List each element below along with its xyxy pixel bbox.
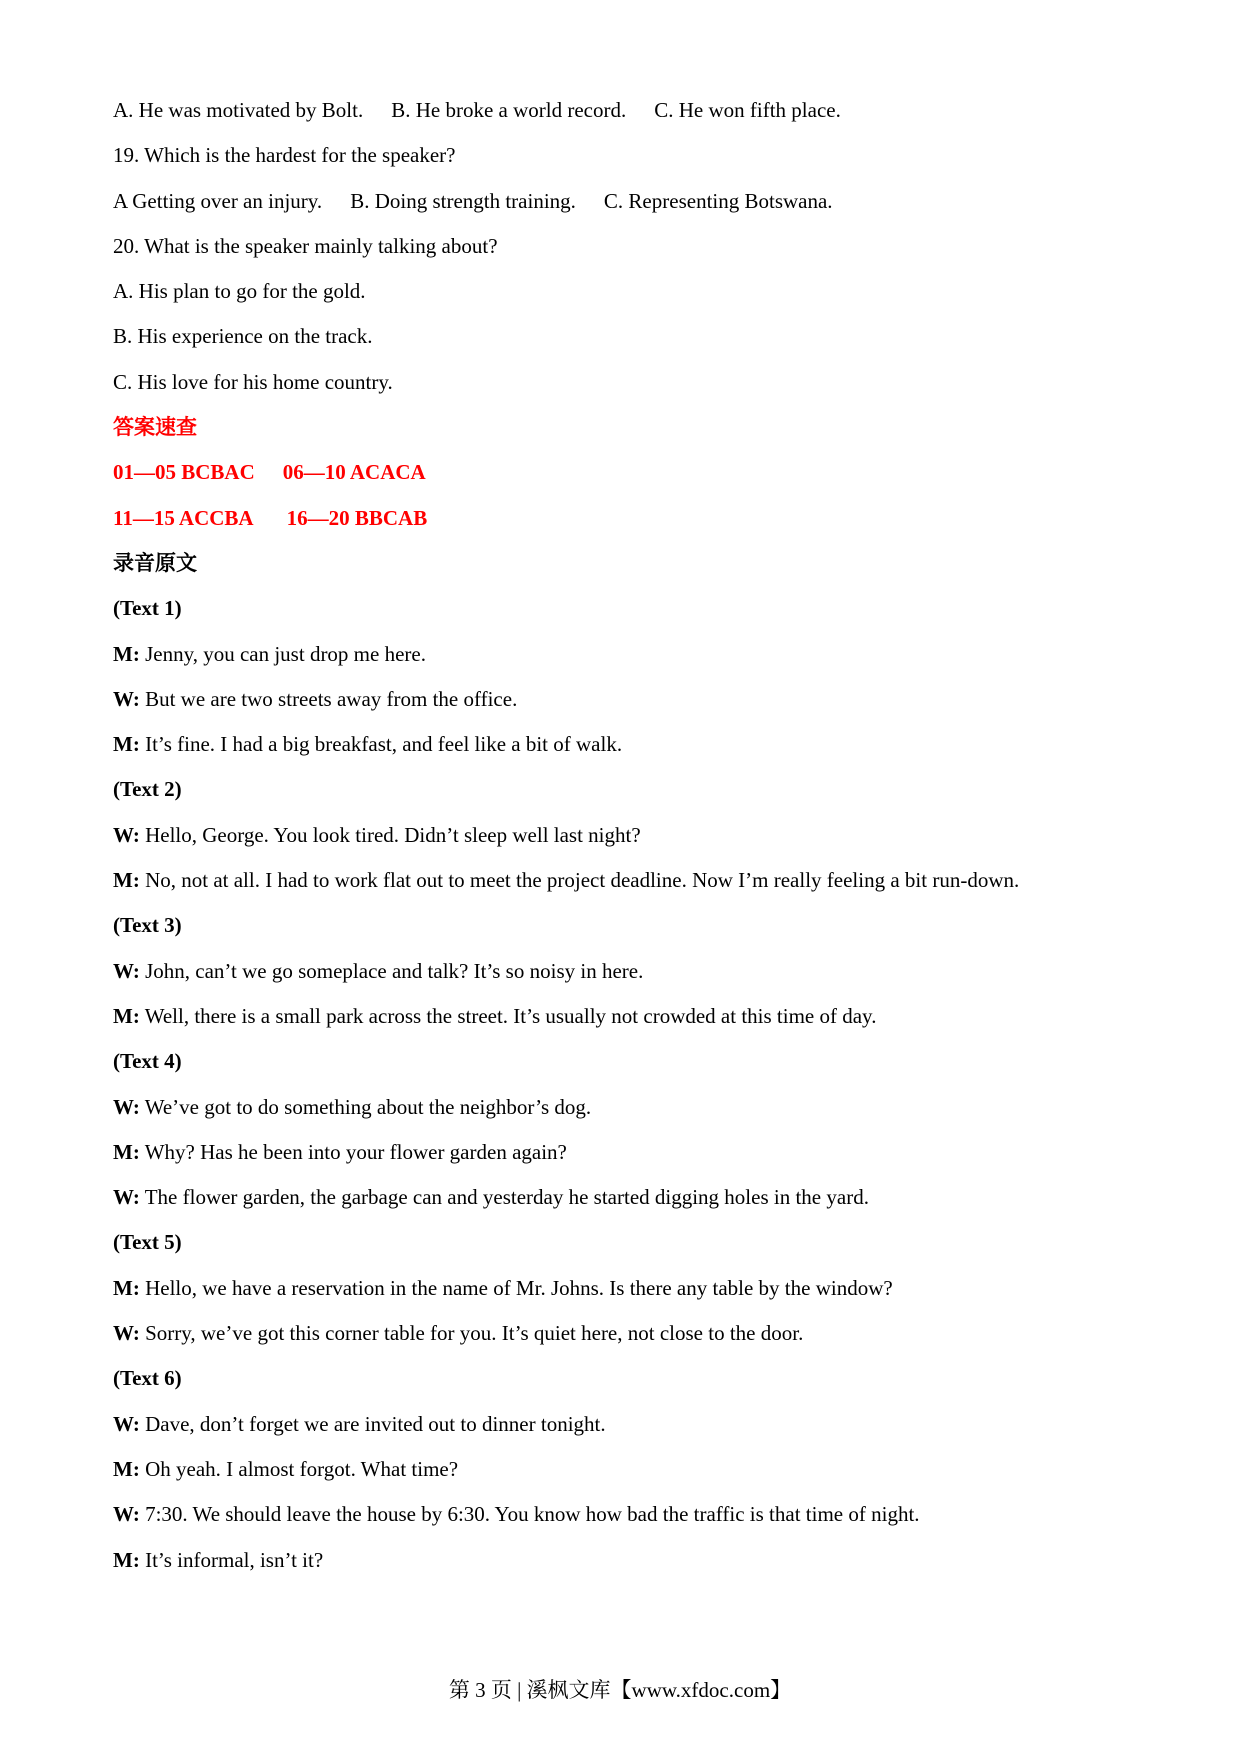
dialogue-line <box>113 1319 1133 1347</box>
speaker-label: W: <box>113 1094 140 1119</box>
dialogue-text: It’s informal, isn’t it? <box>139 1547 324 1572</box>
dialogue-line <box>113 1274 1133 1302</box>
dialogue-line <box>113 1138 1133 1166</box>
question-20: 20. What is the speaker mainly talking about? <box>113 233 498 258</box>
option-c: C. Representing Botswana. <box>603 188 833 213</box>
dialogue-text: 7:30. We should leave the house by 6:30. You know how bad the traffic is that time of night. <box>139 1502 920 1527</box>
page-footer: 第 3 页 | 溪枫文库【www.xfdoc.com】 <box>448 1678 792 1702</box>
speaker-label: W: <box>113 1502 140 1527</box>
option-b: B. He broke a world record. <box>391 98 627 122</box>
speaker-label: M: <box>113 1003 140 1028</box>
dialogue-line <box>113 1410 1133 1438</box>
q20-option-a: A. His plan to go for the gold. <box>113 279 366 304</box>
answer-key-heading: 答案速查 <box>113 415 197 440</box>
document-page <box>113 96 1133 1591</box>
dialogue-line <box>113 640 1133 668</box>
speaker-label: W: <box>113 1411 140 1436</box>
speaker-label: M: <box>113 1456 140 1481</box>
q19-options <box>113 187 1133 215</box>
speaker-label: M: <box>113 1139 140 1164</box>
answer-group: 16—20 BBCAB <box>286 505 428 530</box>
speaker-label: M: <box>113 1547 140 1572</box>
q20-option-c: C. His love for his home country. <box>113 369 393 394</box>
dialogue-text: John, can’t we go someplace and talk? It’s so noisy in here. <box>139 958 644 983</box>
dialogue-text: Well, there is a small park across the street. It’s usually not crowded at this time of day. <box>139 1003 877 1028</box>
dialogue-line <box>113 957 1133 985</box>
answer-group: 11—15 ACCBA <box>113 505 254 530</box>
speaker-label: M: <box>113 732 140 757</box>
speaker-label: M: <box>113 1275 140 1300</box>
dialogue-line <box>113 1093 1133 1121</box>
dialogue-line <box>113 685 1133 713</box>
text-label: (Text 4) <box>113 1049 182 1074</box>
text-label: (Text 6) <box>113 1366 182 1391</box>
text-label: (Text 5) <box>113 1230 182 1255</box>
speaker-label: W: <box>113 686 140 711</box>
option-a: A Getting over an injury. <box>113 188 323 213</box>
speaker-label: W: <box>113 958 140 983</box>
dialogue-text: The flower garden, the garbage can and yesterday he started digging holes in the yard. <box>139 1185 869 1210</box>
dialogue-text: Hello, George. You look tired. Didn’t sleep well last night? <box>139 822 641 847</box>
dialogue-text: No, not at all. I had to work flat out to meet the project deadline. Now I’m really feeling a bit run-down. <box>139 868 1020 893</box>
dialogue-line <box>113 1455 1133 1483</box>
answer-group: 01—05 BCBAC <box>113 460 255 485</box>
dialogue-line <box>113 1500 1133 1528</box>
answer-key-row-1 <box>113 458 1133 486</box>
q20-option-b: B. His experience on the track. <box>113 324 373 349</box>
dialogue-text: But we are two streets away from the office. <box>139 686 518 711</box>
speaker-label: M: <box>113 868 140 893</box>
answer-group: 06—10 ACACA <box>282 460 426 485</box>
dialogue-line <box>113 1002 1133 1030</box>
text-label: (Text 1) <box>113 596 182 621</box>
speaker-label: M: <box>113 641 140 666</box>
speaker-label: W: <box>113 1321 140 1346</box>
option-b: B. Doing strength training. <box>350 188 576 213</box>
dialogue-line <box>113 821 1133 849</box>
dialogue-text: Jenny, you can just drop me here. <box>139 641 426 666</box>
speaker-label: W: <box>113 1185 140 1210</box>
dialogue-text: Dave, don’t forget we are invited out to dinner tonight. <box>139 1411 606 1436</box>
transcript-body <box>113 594 1133 1573</box>
dialogue-line <box>113 730 1133 758</box>
dialogue-text: It’s fine. I had a big breakfast, and feel like a bit of walk. <box>139 732 623 757</box>
dialogue-text: Sorry, we’ve got this corner table for you. It’s quiet here, not close to the door. <box>139 1321 804 1346</box>
text-label: (Text 3) <box>113 913 182 938</box>
text-label: (Text 2) <box>113 777 182 802</box>
dialogue-text: We’ve got to do something about the neighbor’s dog. <box>139 1094 592 1119</box>
dialogue-line <box>113 1183 1133 1211</box>
dialogue-line <box>113 1546 1133 1574</box>
speaker-label: W: <box>113 822 140 847</box>
option-c: C. He won fifth place. <box>654 98 841 122</box>
dialogue-text: Why? Has he been into your flower garden again? <box>139 1139 567 1164</box>
dialogue-text: Oh yeah. I almost forgot. What time? <box>139 1456 459 1481</box>
question-19: 19. Which is the hardest for the speaker? <box>113 143 456 168</box>
dialogue-text: Hello, we have a reservation in the name of Mr. Johns. Is there any table by the window? <box>139 1275 893 1300</box>
option-a: A. He was motivated by Bolt. <box>113 98 364 122</box>
answer-key-row-2 <box>113 504 1133 532</box>
transcript-heading: 录音原文 <box>113 550 197 575</box>
q18-options <box>113 96 1133 124</box>
dialogue-line <box>113 866 1133 894</box>
